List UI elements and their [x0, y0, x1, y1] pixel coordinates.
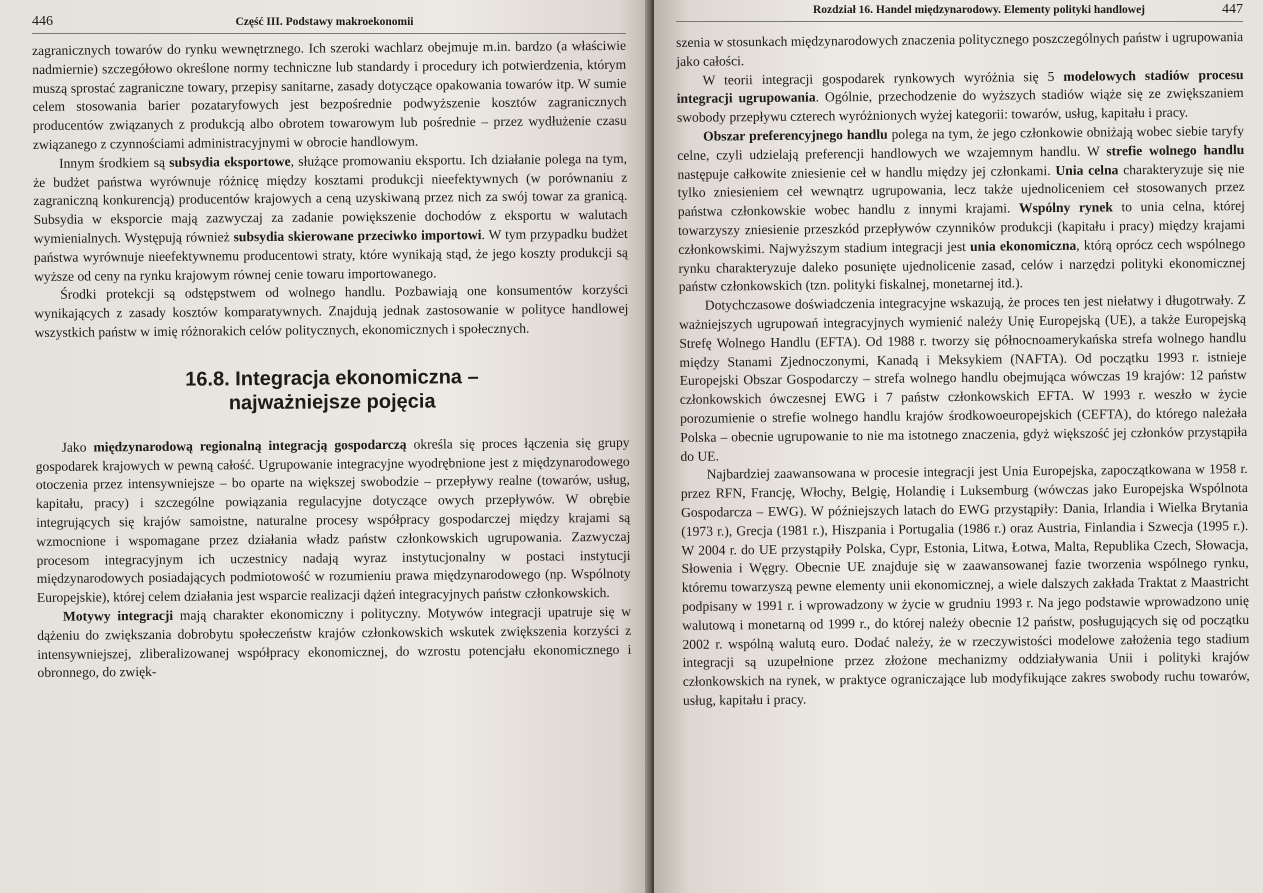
bold-term: modelowych stadiów procesu integracji ugrupowania — [676, 66, 1244, 107]
paragraph: W teorii integracji gospodarek rynkowych wyróżnia się 5 modelowych stadiów procesu integracji ugrupowania. Ogólnie, przechodzenie do wyższych stadiów wiąże się ze zwiększaniem swobody przepływu czterech wyróżnionych wyżej kategorii: towarów, usług, kapitału i pracy. — [676, 66, 1244, 126]
right-page-body — [676, 28, 1250, 711]
bold-term: międzynarodową regionalną integracją gospodarczą — [93, 436, 407, 455]
paragraph: Jako międzynarodową regionalną integracją gospodarczą określa się proces łączenia się grupy gospodarek krajowych w pewną całość. Ugrupowanie integracyjne wyodrębnione jest z międzynarodowego otoczenia przez intensywniejsze – bo oparte na większej swobodzie – przepływy realne (towarów, usług, kapitału, pracy) i szczególne powiązania regulacyjne dotyczące owych przepływów. W obrębie integrujących się krajów samoistne, naturalne procesy współpracy gospodarczej między krajami są wzmocnione i wspomagane przez działania władz państw członkowskich ugrupowania. Zazwyczaj procesom integracyjnym ich uczestnicy nadają wyraz instytucjonalny w postaci instytucji międzynarodowych posiadających podmiotowość w rozumieniu prawa międzynarodowego (np. Wspólnoty Europejskie), której celem działania jest wsparcie realizacji dążeń integracyjnych państw członkowskich. — [35, 434, 631, 606]
page-number: 446 — [32, 14, 53, 29]
page-number: 447 — [1222, 2, 1243, 17]
bold-term: strefie wolnego handlu — [1106, 141, 1245, 159]
paragraph: Innym środkiem są subsydia eksportowe, służące promowaniu eksportu. Ich działanie polega na tym, że budżet państwa wyrównuje różnicę między kosztami produkcji nieefektywnych (w porównaniu z zagraniczną konkurencją) producentów krajowych a ceną uzyskiwaną przez nich za swój towar za granicą. Subsydia w eksporcie mają zazwyczaj za zadanie powiększenie dochodów z eksportu w walutach wymienialnych. Występują również subsydia skierowane przeciwko importowi. W tym przypadku budżet państwa wyrównuje nieefektywnemu producentowi straty, które wynikają stąd, że jego koszty produkcji są wyższe od ceny na rynku krajowym równej cenie towaru importowanego. — [33, 150, 628, 284]
right-page — [654, 0, 1263, 893]
section-heading: 16.8. Integracja ekonomiczna – najważniejsze pojęcia — [185, 365, 479, 415]
paragraph: Motywy integracji mają charakter ekonomiczny i polityczny. Motywów integracji upatruje się w dążeniu do zwiększania dobrobytu społeczeństw krajów członkowskich wskutek zwiększenia korzyści z intensywniejszej, zliberalizowanej współpracy ekonomicznej, do wzrostu potencjału ekonomicznego i obronnego, do zwięk- — [37, 603, 632, 681]
right-page-header — [676, 2, 1243, 22]
bold-term: Wspólny rynek — [1018, 199, 1113, 216]
paragraph: Obszar preferencyjnego handlu polega na tym, że jego członkowie obniżają wobec siebie taryfy celne, czyli udzielają preferencji handlowych we wzajemnym handlu. W strefie wolnego handlu następuje całkowite zniesienie ceł w handlu między jej członkami. Unia celna charakteryzuje się nie tylko zniesieniem ceł wewnątrz ugrupowania, lecz także ujednoliceniem ceł stosowanych przez państwa członkowskie wobec handlu z innymi krajami. Wspólny rynek to unia celna, której towarzyszy zniesienie przeszkód przepływów czynników produkcji (kapitału i pracy) między krajami członkowskimi. Najwyższym stadium integracji jest unia ekonomiczna, którą oprócz cech wspólnego rynku charakteryzuje daleko posunięte ujednolicenie zasad, celów i narzędzi polityki ekonomicznej państw członkowskich (tzn. polityki fiskalnej, monetarnej itd.). — [677, 122, 1246, 295]
paragraph: Dotychczasowe doświadczenia integracyjne wskazują, że proces ten jest niełatwy i długotrwały. Z ważniejszych ugrupowań integracyjnych wymienić należy Unię Europejską (UE), a także Europejską Strefę Wolnego Handlu (EFTA). Od 1988 r. tworzy się północnoamerykańska strefa wolnego handlu między Stanami Zjednoczonymi, Kanadą i Meksykiem (NAFTA). Od początku 1993 r. istnieje Europejski Obszar Gospodarczy – strefa wolnego handlu obejmująca wówczas 19 krajów: 12 państw członkowskich ówczesnej EWG i 7 państw członkowskich EFTA. W 1993 r. weszło w życie porozumienie o strefie wolnego handlu krajów środkowoeuropejskich (CEFTA), do którego należała Polska – obecnie ugrupowanie to nie ma istotnego znaczenia, gdyż większość jej członków przystąpiła do UE. — [678, 292, 1248, 464]
left-page-header — [32, 14, 626, 34]
bold-term: Obszar preferencyjnego handlu — [703, 126, 888, 144]
bold-term: Unia celna — [1055, 161, 1119, 178]
left-page-body — [32, 37, 632, 683]
running-title: Rozdział 16. Handel międzynarodowy. Elementy polityki handlowej — [812, 4, 1146, 16]
paragraph: Najbardziej zaawansowana w procesie integracji jest Unia Europejska, zapoczątkowana w 1958 r. przez RFN, Francję, Włochy, Belgię, Holandię i Luksemburg (wówczas jako Europejska Wspólnota Gospodarcza – EWG). W późniejszych latach do EWG przystąpiły: Dania, Irlandia i Wielka Brytania (1973 r.), Grecja (1981 r.), Hiszpania i Portugalia (1986 r.) oraz Austria, Finlandia i Szwecja (1995 r.). W 2004 r. do UE przystąpiły Polska, Cypr, Estonia, Litwa, Łotwa, Malta, Republika Czech, Słowacja, Słowenia i Węgry. Obecnie UE znajduje się w zaawansowanej fazie tworzenia wspólnego rynku, któremu towarzyszą pewne elementy unii ekonomicznej, a wiele dalszych zakłada Traktat z Maastricht podpisany w 1991 r. i wprowadzony w życie w grudniu 1993 r. Na jego podstawie wprowadzono unię walutową i monetarną od 1999 r., do której należy obecnie 12 państw, posługujących się od początku 2002 r. wspólną walutą euro. Dodać należy, że w rzeczywistości modelowe założenia tego stadium integracji są uzupełnione przez złożone mechanizmy oddziaływania Unii i polityki krajów członkowskich na rynek, w praktyce ograniczające lub modyfikujące zakres swobody ruchu towarów, usług, kapitału i pracy. — [680, 461, 1250, 708]
bold-term: Motywy integracji — [62, 607, 174, 624]
bold-term: subsydia skierowane przeciwko importowi — [233, 227, 482, 245]
running-title: Część III. Podstawy makroekonomii — [235, 16, 414, 28]
paragraph: Środki protekcji są odstępstwem od wolnego handlu. Pozbawiają one konsumentów korzyści wynikających z zasady kosztów komparatywnych. Znajdują jednak zastosowanie w polityce handlowej wszystkich państw w imię różnorakich celów politycznych, ekonomicznych i społecznych. — [34, 282, 629, 340]
paragraph: zagranicznych towarów do rynku wewnętrznego. Ich szeroki wachlarz obejmuje m.in. bardzo (a właściwie nadmiernie) szczegółowo określone normy techniczne lub standardy i procedury ich potwierdzenia, którym muszą sprostać zagraniczne towary, przepisy sanitarne, zasady dotyczące opakowania towarów itp. W sumie celem stosowania barier pozataryfowych jest bezpośrednie podwyższenie kosztów zagranicznych producentów związanych z produkcją albo obrotem towarowym lub pośrednie – przez wydłużenie czasu związanego z czynnościami administracyjnymi w obrocie handlowym. — [32, 37, 627, 152]
bold-term: unia ekonomiczna — [969, 237, 1077, 254]
paragraph: szenia w stosunkach międzynarodowych znaczenia politycznego poszczególnych państw i ugrupowania jako całości. — [676, 28, 1244, 69]
bold-term: subsydia eksportowe — [169, 153, 291, 170]
